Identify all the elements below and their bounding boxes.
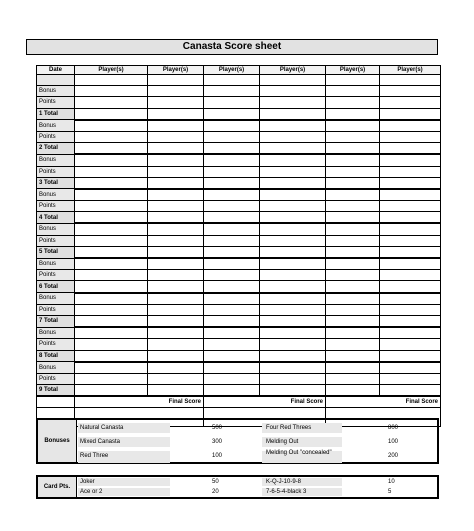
card-value: 10 — [388, 479, 395, 485]
score-row — [37, 258, 441, 270]
score-cell[interactable] — [148, 270, 204, 281]
score-cell[interactable] — [75, 201, 148, 212]
score-cell[interactable] — [260, 362, 326, 374]
score-cell[interactable] — [380, 223, 441, 235]
score-cell[interactable] — [326, 212, 380, 224]
score-cell[interactable] — [148, 223, 204, 235]
bonus-row — [76, 436, 437, 448]
score-cell[interactable] — [380, 304, 441, 315]
score-cell[interactable] — [380, 177, 441, 189]
score-cell[interactable] — [380, 154, 441, 166]
score-row — [37, 97, 441, 108]
score-cell[interactable] — [260, 75, 326, 86]
score-row — [37, 362, 441, 374]
score-cell[interactable] — [204, 166, 260, 177]
score-cell[interactable] — [148, 304, 204, 315]
row-label: Bonus — [37, 120, 75, 132]
score-cell[interactable] — [204, 108, 260, 120]
score-cell[interactable] — [380, 246, 441, 258]
bonuses-label: Bonuses — [38, 420, 77, 462]
row-label: 1 Total — [37, 108, 75, 120]
card-value: 5 — [388, 489, 392, 495]
score-cell[interactable] — [260, 246, 326, 258]
card-name: 7-6-5-4-black 3 — [266, 489, 307, 495]
score-cell[interactable] — [204, 327, 260, 339]
score-cell[interactable] — [204, 189, 260, 201]
score-cell[interactable] — [75, 154, 148, 166]
score-cell[interactable] — [380, 97, 441, 108]
final-score-label: Final Score — [326, 396, 441, 408]
score-row — [37, 315, 441, 327]
score-cell[interactable] — [75, 166, 148, 177]
row-label: Bonus — [37, 189, 75, 201]
score-row — [37, 86, 441, 97]
score-cell[interactable] — [326, 120, 380, 132]
score-cell[interactable] — [75, 258, 148, 270]
card-points-box — [36, 475, 439, 499]
bonus-value: 500 — [212, 425, 223, 431]
card-points-row — [76, 487, 437, 497]
score-cell[interactable] — [260, 258, 326, 270]
score-cell[interactable] — [326, 75, 380, 86]
score-cell[interactable] — [380, 75, 441, 86]
score-cell[interactable] — [148, 75, 204, 86]
score-cell[interactable] — [326, 86, 380, 97]
score-cell[interactable] — [204, 177, 260, 189]
score-cell[interactable] — [260, 86, 326, 97]
score-cell[interactable] — [148, 327, 204, 339]
row-label: 9 Total — [37, 385, 75, 397]
score-row — [37, 270, 441, 281]
score-cell[interactable] — [75, 177, 148, 189]
score-cell[interactable] — [75, 339, 148, 350]
row-label: 6 Total — [37, 281, 75, 293]
row-label: Bonus — [37, 362, 75, 374]
score-row — [37, 293, 441, 305]
score-cell[interactable] — [204, 281, 260, 293]
score-cell[interactable] — [75, 235, 148, 246]
score-cell[interactable] — [380, 143, 441, 155]
score-row — [37, 120, 441, 132]
score-cell[interactable] — [260, 154, 326, 166]
score-cell[interactable] — [380, 120, 441, 132]
score-cell[interactable] — [380, 362, 441, 374]
score-cell[interactable] — [326, 97, 380, 108]
score-cell[interactable] — [75, 270, 148, 281]
bonus-name: Mixed Canasta — [80, 439, 121, 445]
score-row — [37, 212, 441, 224]
score-cell[interactable] — [204, 143, 260, 155]
score-cell[interactable] — [326, 235, 380, 246]
score-cell[interactable] — [326, 108, 380, 120]
score-cell[interactable] — [380, 86, 441, 97]
score-cell[interactable] — [326, 304, 380, 315]
score-cell[interactable] — [148, 86, 204, 97]
score-cell[interactable] — [204, 212, 260, 224]
score-row — [37, 350, 441, 362]
score-cell[interactable] — [75, 86, 148, 97]
score-row — [37, 327, 441, 339]
score-cell[interactable] — [148, 235, 204, 246]
final-score-row — [37, 396, 441, 408]
score-cell[interactable] — [260, 189, 326, 201]
row-label: Bonus — [37, 223, 75, 235]
row-label: Bonus — [37, 86, 75, 97]
card-points-row — [76, 477, 437, 487]
row-label: Bonus — [37, 293, 75, 305]
score-cell[interactable] — [260, 120, 326, 132]
score-cell[interactable] — [380, 166, 441, 177]
row-label: 3 Total — [37, 177, 75, 189]
score-cell[interactable] — [380, 131, 441, 142]
score-cell[interactable] — [380, 327, 441, 339]
row-label: 7 Total — [37, 315, 75, 327]
bonuses-box — [36, 418, 439, 464]
score-cell[interactable] — [204, 339, 260, 350]
score-cell[interactable] — [260, 108, 326, 120]
score-cell[interactable] — [148, 108, 204, 120]
row-label: Points — [37, 166, 75, 177]
header-player: Player(s) — [148, 66, 204, 75]
bonus-name: Four Red Threes — [266, 425, 312, 431]
score-cell[interactable] — [260, 235, 326, 246]
score-cell[interactable] — [326, 293, 380, 305]
score-cell[interactable] — [260, 339, 326, 350]
score-cell[interactable] — [380, 350, 441, 362]
score-cell[interactable] — [326, 177, 380, 189]
score-cell[interactable] — [260, 131, 326, 142]
score-cell[interactable] — [75, 304, 148, 315]
score-cell[interactable] — [380, 201, 441, 212]
score-cell[interactable] — [326, 270, 380, 281]
score-cell[interactable] — [148, 143, 204, 155]
score-cell[interactable] — [75, 362, 148, 374]
bonus-name: Melding Out "concealed" — [266, 450, 332, 456]
score-cell[interactable] — [204, 86, 260, 97]
score-cell[interactable] — [204, 362, 260, 374]
score-cell[interactable] — [380, 108, 441, 120]
score-cell[interactable] — [148, 166, 204, 177]
bonus-value: 800 — [388, 425, 399, 431]
score-cell[interactable] — [204, 154, 260, 166]
row-label: 2 Total — [37, 143, 75, 155]
score-cell[interactable] — [148, 131, 204, 142]
header-player: Player(s) — [75, 66, 148, 75]
bonus-value: 200 — [388, 453, 399, 459]
row-label: Points — [37, 373, 75, 384]
score-cell[interactable] — [148, 154, 204, 166]
card-name: Joker — [80, 479, 95, 485]
score-cell[interactable] — [204, 235, 260, 246]
score-cell[interactable] — [148, 120, 204, 132]
score-cell[interactable] — [148, 362, 204, 374]
score-cell[interactable] — [380, 373, 441, 384]
row-label: Points — [37, 304, 75, 315]
score-row — [37, 223, 441, 235]
score-cell[interactable] — [148, 373, 204, 384]
score-cell[interactable] — [75, 327, 148, 339]
score-cell[interactable] — [326, 189, 380, 201]
score-cell[interactable] — [75, 212, 148, 224]
score-cell[interactable] — [326, 258, 380, 270]
header-row — [37, 66, 441, 75]
score-cell[interactable] — [75, 97, 148, 108]
score-row — [37, 235, 441, 246]
score-row — [37, 373, 441, 384]
card-value: 50 — [212, 479, 219, 485]
score-cell[interactable] — [260, 166, 326, 177]
score-cell[interactable] — [148, 339, 204, 350]
score-cell[interactable] — [326, 327, 380, 339]
score-cell[interactable] — [204, 223, 260, 235]
score-cell[interactable] — [204, 315, 260, 327]
row-label: Points — [37, 131, 75, 142]
score-cell[interactable] — [326, 362, 380, 374]
row-label: Points — [37, 270, 75, 281]
score-cell[interactable] — [148, 293, 204, 305]
score-cell[interactable] — [75, 189, 148, 201]
score-cell[interactable] — [148, 246, 204, 258]
score-cell[interactable] — [260, 350, 326, 362]
score-cell[interactable] — [75, 246, 148, 258]
score-cell[interactable] — [380, 293, 441, 305]
score-row — [37, 189, 441, 201]
score-cell[interactable] — [326, 246, 380, 258]
score-cell[interactable] — [326, 223, 380, 235]
row-label: Bonus — [37, 258, 75, 270]
header-player: Player(s) — [260, 66, 326, 75]
final-score-label: Final Score — [204, 396, 326, 408]
score-cell[interactable] — [260, 304, 326, 315]
score-table — [36, 65, 441, 427]
card-value: 20 — [212, 489, 219, 495]
score-row — [37, 304, 441, 315]
score-row — [37, 131, 441, 142]
score-cell[interactable] — [204, 385, 260, 397]
score-row — [37, 143, 441, 155]
header-player: Player(s) — [204, 66, 260, 75]
score-cell[interactable] — [260, 143, 326, 155]
score-cell[interactable] — [75, 350, 148, 362]
score-cell[interactable] — [204, 258, 260, 270]
score-cell[interactable] — [260, 97, 326, 108]
score-cell[interactable] — [326, 373, 380, 384]
score-cell[interactable] — [75, 281, 148, 293]
score-cell[interactable] — [380, 189, 441, 201]
score-cell[interactable] — [75, 143, 148, 155]
score-cell[interactable] — [204, 201, 260, 212]
bonus-name: Red Three — [80, 453, 109, 459]
score-cell[interactable] — [380, 339, 441, 350]
score-cell[interactable] — [260, 223, 326, 235]
bonus-name: Natural Canasta — [80, 425, 124, 431]
score-cell[interactable] — [148, 177, 204, 189]
bonus-value: 100 — [388, 439, 399, 445]
score-cell[interactable] — [260, 373, 326, 384]
score-cell[interactable] — [204, 246, 260, 258]
score-cell[interactable] — [204, 97, 260, 108]
row-label: 8 Total — [37, 350, 75, 362]
score-cell[interactable] — [75, 373, 148, 384]
score-row — [37, 385, 441, 397]
score-row — [37, 281, 441, 293]
score-cell[interactable] — [326, 315, 380, 327]
score-cell[interactable] — [326, 350, 380, 362]
score-body — [37, 75, 441, 397]
score-cell[interactable] — [148, 189, 204, 201]
score-cell[interactable] — [326, 201, 380, 212]
score-cell[interactable] — [260, 212, 326, 224]
score-cell[interactable] — [380, 385, 441, 397]
bonus-name: Melding Out — [266, 439, 299, 445]
score-cell[interactable] — [326, 143, 380, 155]
score-cell[interactable] — [148, 97, 204, 108]
score-cell[interactable] — [148, 385, 204, 397]
score-cell[interactable] — [75, 75, 148, 86]
score-cell[interactable] — [204, 270, 260, 281]
score-cell[interactable] — [326, 385, 380, 397]
sheet-title: Canasta Score sheet — [26, 39, 438, 55]
bonus-row — [76, 422, 437, 434]
bonus-value: 100 — [212, 453, 223, 459]
score-cell[interactable] — [204, 373, 260, 384]
score-cell[interactable] — [326, 339, 380, 350]
bonus-row — [76, 450, 437, 464]
row-label: Points — [37, 235, 75, 246]
score-cell[interactable] — [380, 270, 441, 281]
card-name: K-Q-J-10-9-8 — [266, 479, 302, 485]
score-cell[interactable] — [260, 315, 326, 327]
score-cell[interactable] — [260, 327, 326, 339]
score-cell[interactable] — [260, 281, 326, 293]
score-cell[interactable] — [75, 223, 148, 235]
score-row — [37, 201, 441, 212]
final-score-label: Final Score — [75, 396, 204, 408]
bonus-value: 300 — [212, 439, 223, 445]
score-cell[interactable] — [204, 350, 260, 362]
row-label — [37, 75, 75, 86]
row-label: Bonus — [37, 327, 75, 339]
score-cell[interactable] — [380, 281, 441, 293]
score-cell[interactable] — [148, 350, 204, 362]
row-label: Points — [37, 339, 75, 350]
score-cell[interactable] — [260, 201, 326, 212]
score-cell[interactable] — [326, 281, 380, 293]
score-cell[interactable] — [260, 293, 326, 305]
score-cell[interactable] — [380, 315, 441, 327]
header-player: Player(s) — [326, 66, 380, 75]
score-cell[interactable] — [148, 212, 204, 224]
score-cell[interactable] — [75, 315, 148, 327]
score-cell[interactable] — [326, 166, 380, 177]
row-label: 5 Total — [37, 246, 75, 258]
score-cell[interactable] — [148, 258, 204, 270]
header-date: Date — [37, 66, 75, 75]
score-cell[interactable] — [326, 131, 380, 142]
score-cell[interactable] — [204, 293, 260, 305]
row-label: Points — [37, 97, 75, 108]
score-cell[interactable] — [75, 131, 148, 142]
final-score-spacer — [37, 396, 75, 408]
score-cell[interactable] — [75, 108, 148, 120]
score-cell[interactable] — [380, 258, 441, 270]
score-cell[interactable] — [204, 131, 260, 142]
row-label: Points — [37, 201, 75, 212]
score-cell[interactable] — [326, 154, 380, 166]
score-cell[interactable] — [148, 281, 204, 293]
score-cell[interactable] — [380, 212, 441, 224]
score-row — [37, 339, 441, 350]
header-player: Player(s) — [380, 66, 441, 75]
score-row — [37, 166, 441, 177]
card-points-label: Card Pts. — [38, 477, 77, 497]
score-row — [37, 75, 441, 86]
card-name: Ace or 2 — [80, 489, 103, 495]
score-cell[interactable] — [260, 177, 326, 189]
score-row — [37, 154, 441, 166]
score-cell[interactable] — [260, 385, 326, 397]
score-row — [37, 246, 441, 258]
row-label: Bonus — [37, 154, 75, 166]
score-cell[interactable] — [75, 293, 148, 305]
score-cell[interactable] — [380, 235, 441, 246]
score-cell[interactable] — [204, 75, 260, 86]
score-cell[interactable] — [204, 304, 260, 315]
score-cell[interactable] — [260, 270, 326, 281]
score-cell[interactable] — [148, 315, 204, 327]
score-cell[interactable] — [148, 201, 204, 212]
score-cell[interactable] — [204, 120, 260, 132]
score-row — [37, 108, 441, 120]
score-cell[interactable] — [75, 120, 148, 132]
score-cell[interactable] — [75, 385, 148, 397]
row-label: 4 Total — [37, 212, 75, 224]
score-row — [37, 177, 441, 189]
